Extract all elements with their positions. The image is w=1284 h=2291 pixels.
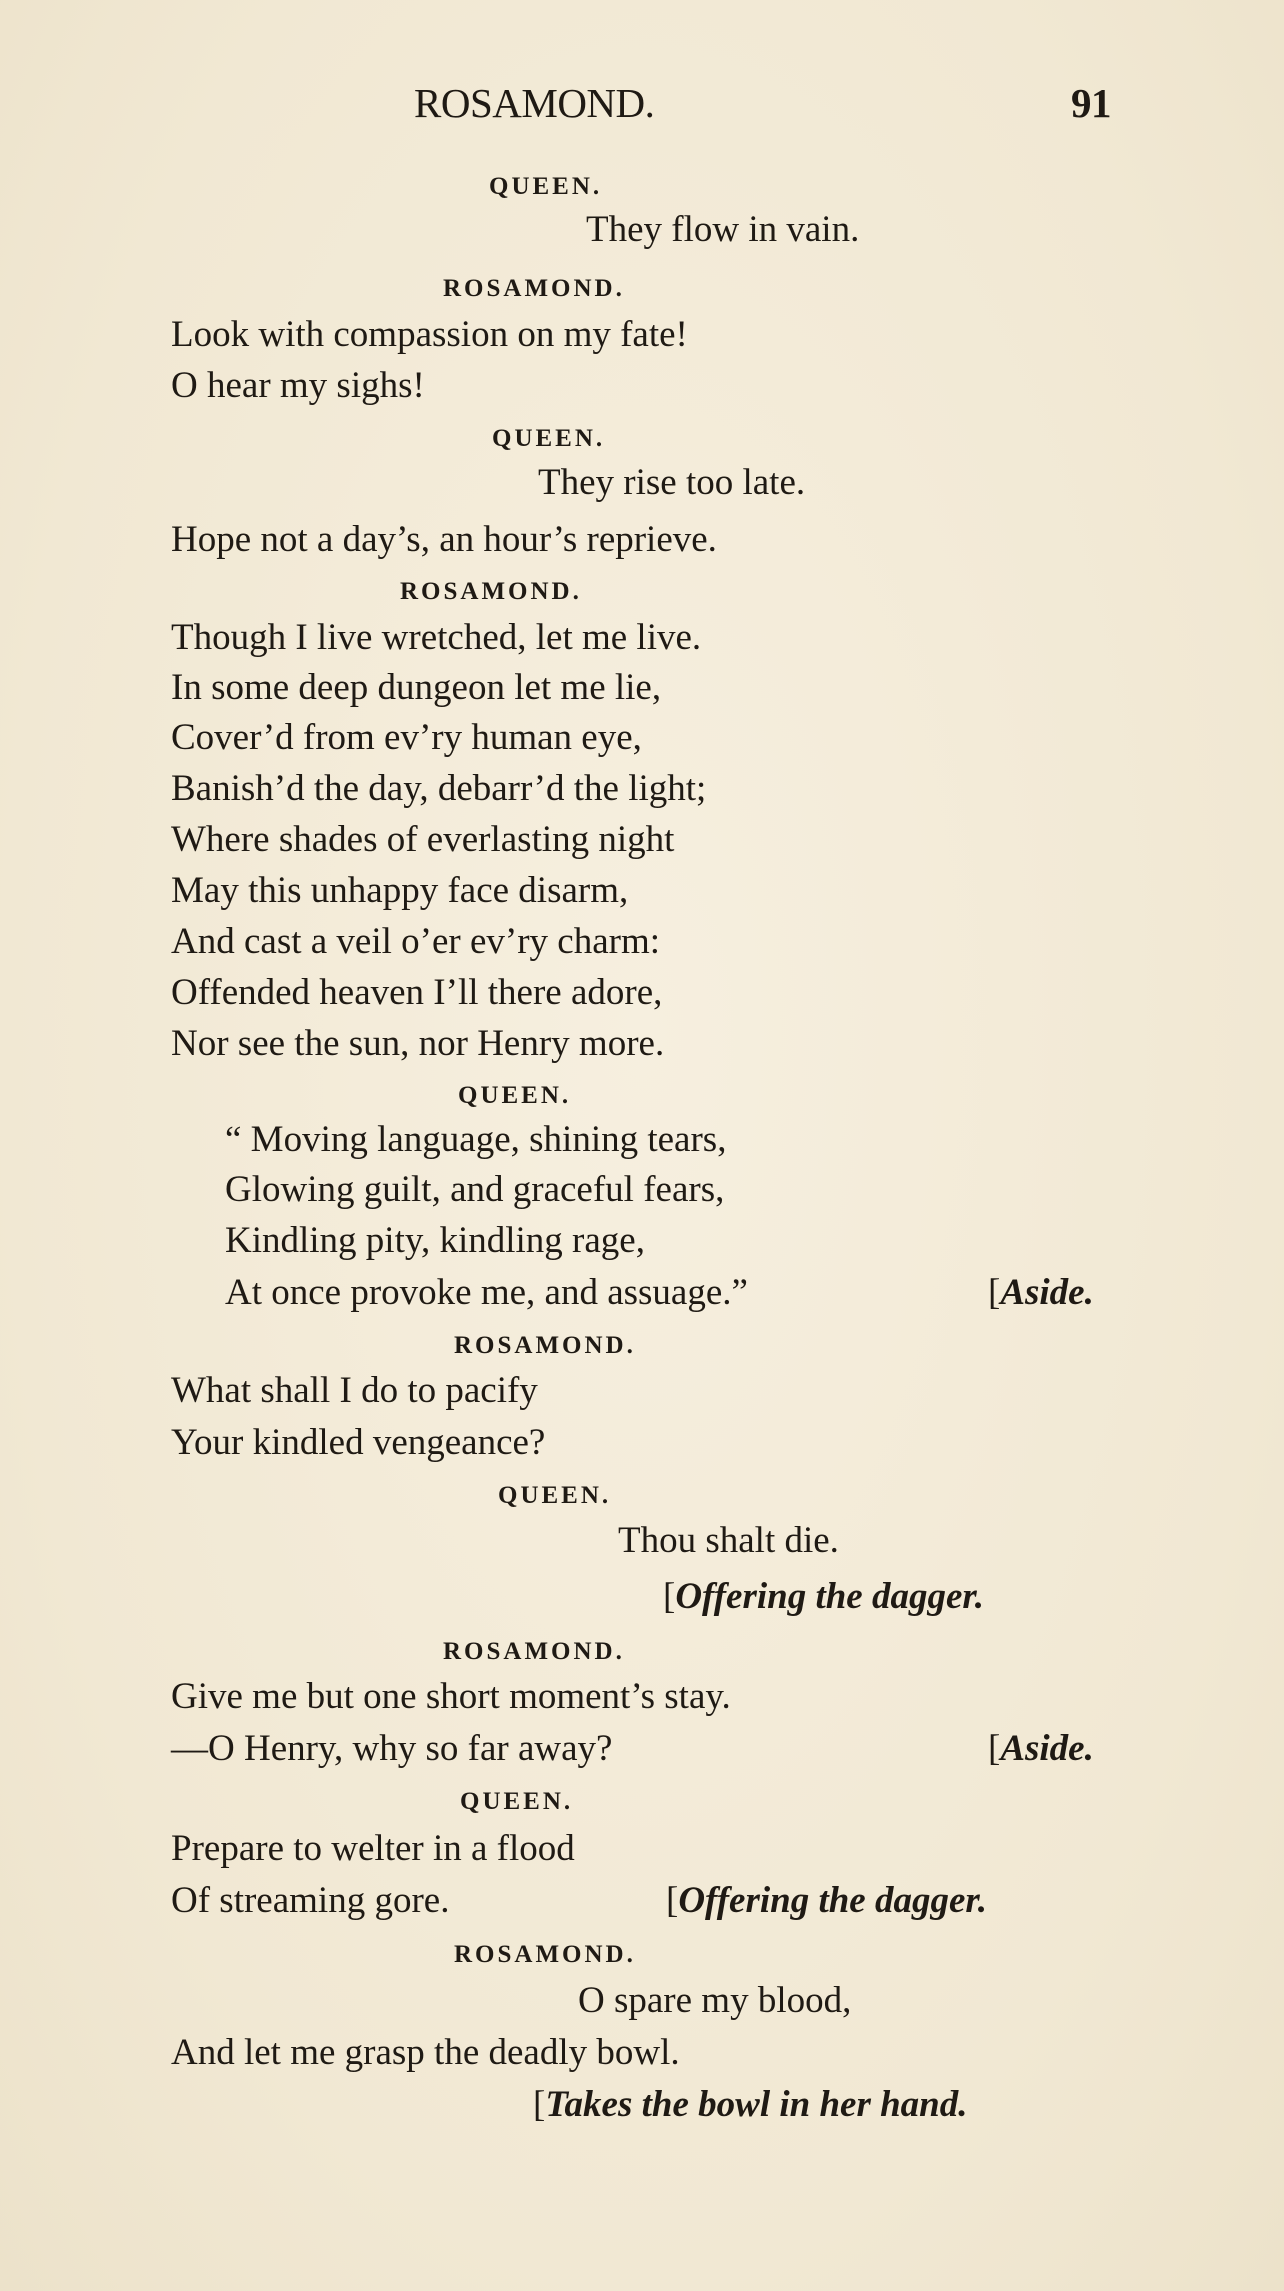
stage-direction-text: Offering the dagger. [678, 1880, 988, 1921]
stage-direction-text: Takes the bowl in her hand. [545, 2084, 968, 2125]
verse-line: Cover’d from ev’ry human eye, [171, 717, 642, 758]
verse-line: —O Henry, why so far away? [171, 1728, 613, 1769]
verse-line: At once provoke me, and assuage.” [225, 1272, 748, 1313]
verse-line: Hope not a day’s, an hour’s reprieve. [171, 519, 717, 560]
stage-direction [988, 1270, 1094, 1316]
verse-line: What shall I do to pacify [171, 1370, 538, 1411]
speaker-label: ROSAMOND. [454, 1941, 636, 1968]
verse-line: “ Moving language, shining tears, [225, 1119, 727, 1160]
stage-direction-text: Aside. [1000, 1728, 1094, 1769]
verse-line: Nor see the sun, nor Henry more. [171, 1023, 665, 1064]
direction-bracket: [ [988, 1728, 1001, 1769]
verse-line: Prepare to welter in a flood [171, 1828, 575, 1869]
verse-line: In some deep dungeon let me lie, [171, 667, 662, 708]
verse-line: Of streaming gore. [171, 1880, 450, 1921]
speaker-label: ROSAMOND. [443, 1638, 625, 1665]
verse-line: Though I live wretched, let me live. [171, 617, 702, 658]
page-number: 91 [1071, 80, 1111, 126]
direction-bracket: [ [666, 1880, 679, 1921]
verse-line: They rise too late. [538, 462, 806, 503]
speaker-label: ROSAMOND. [400, 578, 582, 605]
verse-line: O hear my sighs! [171, 365, 425, 406]
verse-line: Banish’d the day, debarr’d the light; [171, 768, 707, 809]
direction-bracket: [ [988, 1272, 1001, 1313]
verse-line: Glowing guilt, and graceful fears, [225, 1169, 725, 1210]
verse-line: O spare my blood, [578, 1980, 852, 2021]
speaker-label: ROSAMOND. [454, 1332, 636, 1359]
speaker-label: QUEEN. [460, 1788, 574, 1815]
speaker-label: QUEEN. [498, 1482, 612, 1509]
speaker-label: QUEEN. [492, 425, 606, 452]
stage-direction [533, 2082, 968, 2128]
stage-direction [988, 1726, 1094, 1772]
verse-line: Look with compassion on my fate! [171, 314, 688, 355]
verse-line: May this unhappy face disarm, [171, 870, 629, 911]
stage-direction-text: Offering the dagger. [675, 1576, 985, 1617]
stage-direction [663, 1574, 984, 1620]
speaker-label: ROSAMOND. [443, 275, 625, 302]
verse-line: And cast a veil o’er ev’ry charm: [171, 921, 661, 962]
verse-line: Where shades of everlasting night [171, 819, 675, 860]
direction-bracket: [ [533, 2084, 546, 2125]
verse-line: Your kindled vengeance? [171, 1422, 546, 1463]
direction-bracket: [ [663, 1576, 676, 1617]
verse-line: Kindling pity, kindling rage, [225, 1220, 645, 1261]
verse-line: Give me but one short moment’s stay. [171, 1676, 731, 1717]
stage-direction-text: Aside. [1000, 1272, 1094, 1313]
stage-direction [666, 1878, 987, 1924]
verse-line: Offended heaven I’ll there adore, [171, 972, 663, 1013]
verse-line: Thou shalt die. [618, 1520, 839, 1561]
verse-line: They flow in vain. [586, 209, 860, 250]
running-head-title: ROSAMOND. [414, 80, 655, 126]
speaker-label: QUEEN. [489, 173, 603, 200]
verse-line: And let me grasp the deadly bowl. [171, 2032, 680, 2073]
speaker-label: QUEEN. [458, 1082, 572, 1109]
